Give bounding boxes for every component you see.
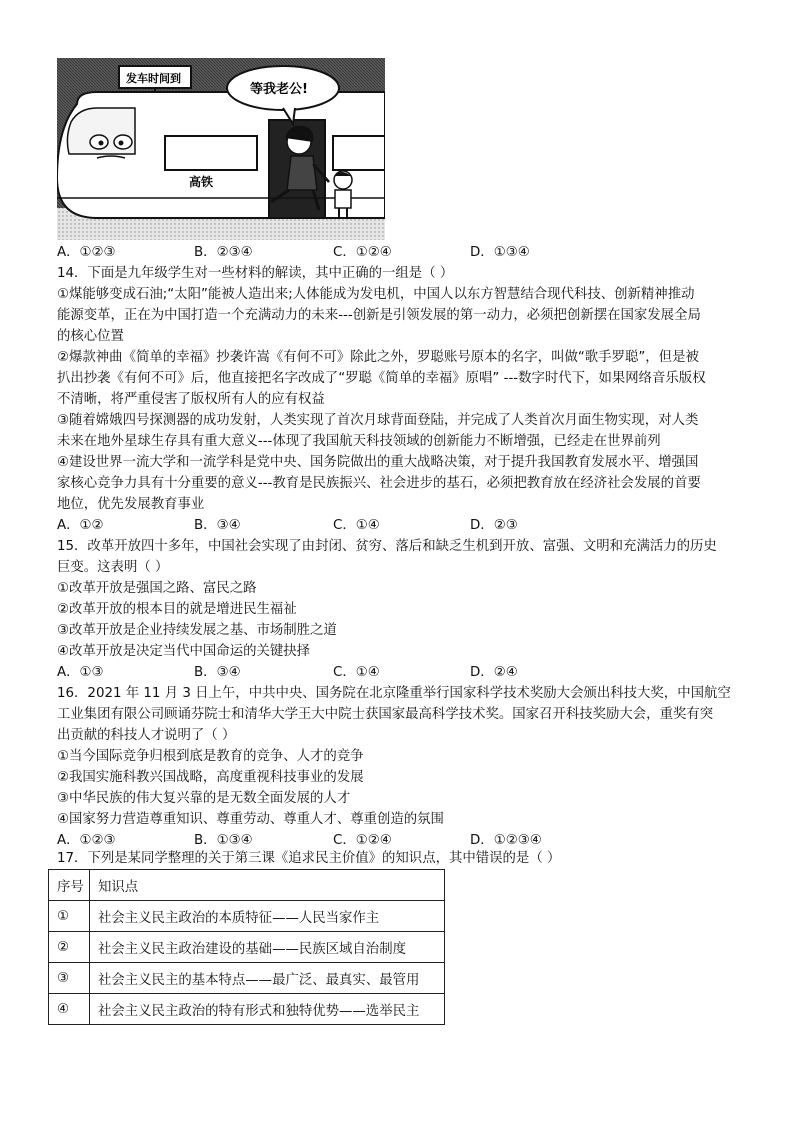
q16-options [57,831,757,851]
q14-item-line: ①煤能够变成石油;“太阳”能被人造出来;人体能成为发电机，中国人以东方智慧结合现代科技、创新精神推动 [57,287,695,302]
table-row [49,901,445,932]
q15-item: ③改革开放是企业持续发展之基、市场制胜之道 [57,623,337,638]
departure-sign: 发车时间到 [126,72,181,85]
q17-stem: 17．下列是某同学整理的关于第三课《追求民主价值》的知识点，其中错误的是（ ） [57,851,561,866]
table-header-cell: 知识点 [90,870,445,901]
q16-option-b[interactable]: B．①③④ [194,833,253,848]
table-header-cell: 序号 [49,870,90,901]
q13-option-a[interactable]: A．①②③ [57,245,116,260]
q14-stem: 14．下面是九年级学生对一些材料的解读，其中正确的一组是（ ） [57,266,454,281]
q15-item: ④改革开放是决定当代中国命运的关键抉择 [57,644,311,659]
q16-stem: 出贡献的科技人才说明了（ ） [57,728,236,743]
train-label: 高铁 [189,175,214,189]
q15-stem: 15．改革开放四十多年，中国社会实现了由封闭、贫穷、落后和缺乏生机到开放、富强、文明和充满活力的历史 [57,539,717,554]
q15-stem: 巨变。这表明（ ） [57,560,169,575]
q16-item: ④国家努力营造尊重知识、尊重劳动、尊重人才、尊重创造的氛围 [57,812,444,827]
q15-options [57,663,757,683]
q16-stem: 工业集团有限公司顾诵芬院士和清华大学王大中院士获国家最高科学技术奖。国家召开科技奖励大会，重奖有突 [57,707,714,722]
table-cell: ② [49,932,90,963]
knowledge-table [48,869,445,1025]
q13-option-d[interactable]: D．①③④ [470,245,530,260]
table-cell: ③ [49,963,90,994]
q16-option-d[interactable]: D．①②③④ [470,833,542,848]
q14-item-line: ④建设世界一流大学和一流学科是党中央、国务院做出的重大战略决策，对于提升我国教育发展水平、增强国 [57,455,699,470]
q16-option-a[interactable]: A．①②③ [57,833,116,848]
q14-item-line: ②爆款神曲《简单的幸福》抄袭许嵩《有何不可》除此之外，罗聪账号原本的名字，叫做“歌手罗聪”，但是被 [57,350,699,365]
q14-option-d[interactable]: D．②③ [470,518,518,533]
q14-item-line: 能源变革，正在为中国打造一个充满动力的未来---创新是引领发展的第一动力，必须把创新摆在国家发展全局 [57,308,701,323]
q14-item-line: 扒出抄袭《有何不可》后，他直接把名字改成了“罗聪《简单的幸福》原唱” ---数字时代下，如果网络音乐版权 [57,371,706,386]
q14-item-line: 不清晰，将严重侵害了版权所有人的应有权益 [57,392,325,407]
q16-item: ③中华民族的伟大复兴靠的是无数全面发展的人才 [57,791,351,806]
table-row [49,932,445,963]
cartoon-illustration [57,58,385,240]
q16-stem: 16．2021 年 11 月 3 日上午，中共中央、国务院在北京隆重举行国家科学技术奖励大会颁出科技大奖，中国航空 [57,686,731,701]
speech-bubble: 等我老公! [250,82,308,97]
table-cell: ① [49,901,90,932]
table-row [49,994,445,1025]
q14-item-line: 地位，优先发展教育事业 [57,497,205,512]
q15-option-a[interactable]: A．①③ [57,665,104,680]
q13-options [57,243,757,263]
q14-option-b[interactable]: B．③④ [194,518,241,533]
q15-option-d[interactable]: D．②④ [470,665,518,680]
q15-option-c[interactable]: C．①④ [333,665,380,680]
q14-item-line: 的核心位置 [57,329,124,344]
q14-item-line: 家核心竞争力具有十分重要的意义---教育是民族振兴、社会进步的基石，必须把教育放在经济社会发展的首要 [57,476,701,491]
q13-option-b[interactable]: B．②③④ [194,245,253,260]
q16-item: ①当今国际竞争归根到底是教育的竞争、人才的竞争 [57,749,364,764]
table-row [49,963,445,994]
q16-item: ②我国实施科教兴国战略，高度重视科技事业的发展 [57,770,364,785]
q14-option-c[interactable]: C．①④ [333,518,380,533]
q15-item: ①改革开放是强国之路、富民之路 [57,581,257,596]
table-cell: ④ [49,994,90,1025]
table-cell: 社会主义民主政治建设的基础——民族区域自治制度 [90,932,445,963]
q15-item: ②改革开放的根本目的就是增进民生福祉 [57,602,297,617]
table-cell: 社会主义民主的基本特点——最广泛、最真实、最管用 [90,963,445,994]
q15-option-b[interactable]: B．③④ [194,665,241,680]
q14-item-line: 未来在地外星球生存具有重大意义---体现了我国航天科技领域的创新能力不断增强，已经走在世界前列 [57,434,661,449]
table-cell: 社会主义民主政治的特有形式和独特优势——选举民主 [90,994,445,1025]
q14-options [57,516,757,536]
table-header-row [49,870,445,901]
q16-option-c[interactable]: C．①②④ [333,833,392,848]
q14-option-a[interactable]: A．①② [57,518,104,533]
q13-option-c[interactable]: C．①②④ [333,245,392,260]
table-cell: 社会主义民主政治的本质特征——人民当家作主 [90,901,445,932]
q14-item-line: ③随着嫦娥四号探测器的成功发射，人类实现了首次月球背面登陆，并完成了人类首次月面生物实现，对人类 [57,413,699,428]
